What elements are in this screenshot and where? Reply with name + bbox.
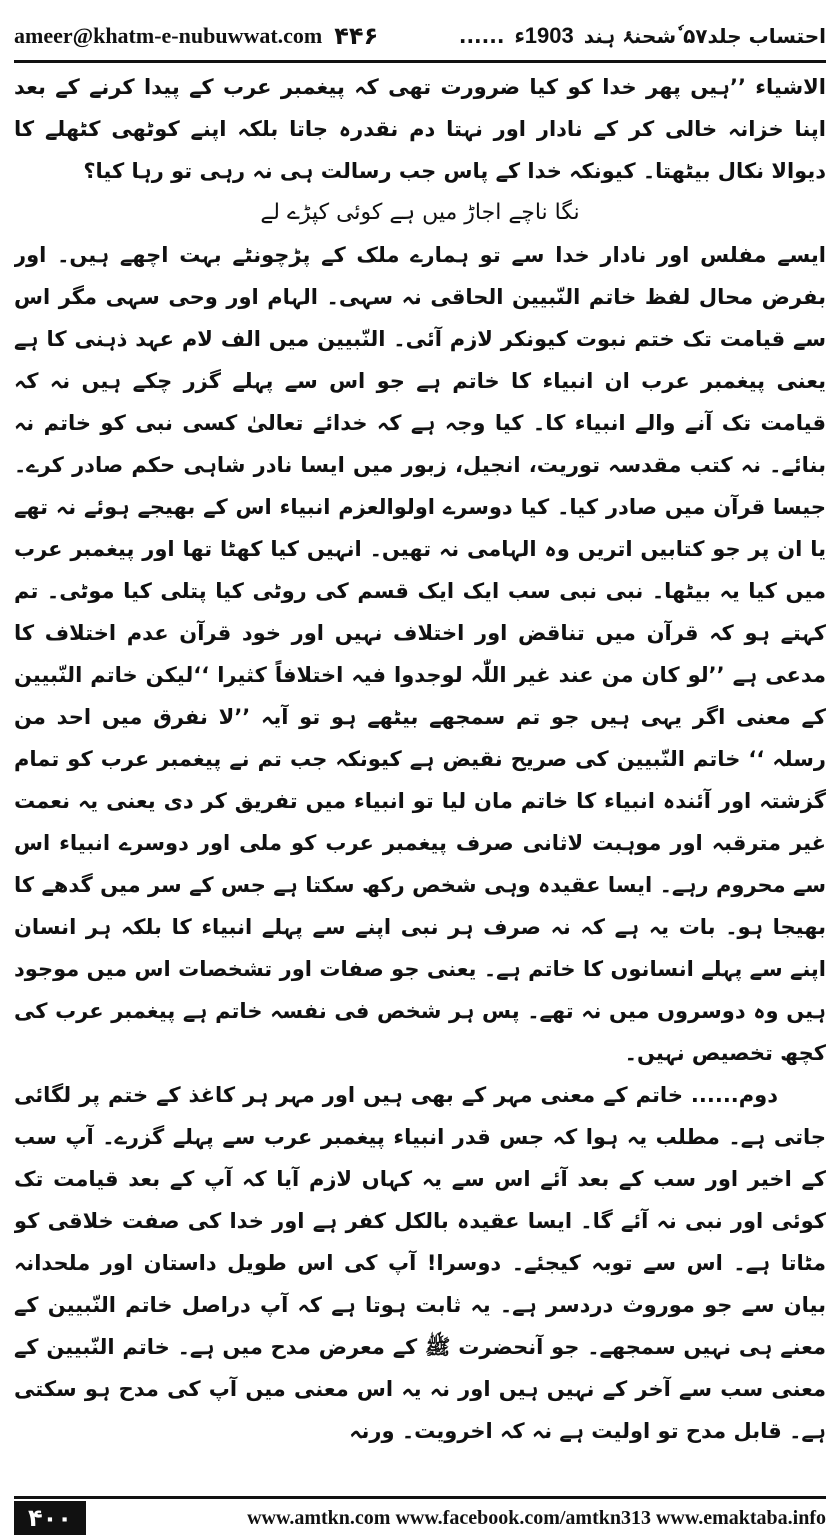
header-year: 1903ء xyxy=(514,23,574,48)
paragraph-2: ایسے مفلس اور نادار خدا سے تو ہمارے ملک کے پڑچونٹے بہت اچھے ہیں۔ اور بفرض محال لفظ خاتم النّبیین الحاقی نہ سہی۔ الہام اور وحی سہی مگر اس سے قیامت تک ختم نبوت کیونکر لازم آئی۔ النّبیین میں الف لام عہد ذہنی کا ہے یعنی پیغمبر عرب ان انبیاء کا خاتم ہے جو اس سے پہلے گزر چکے ہیں نہ کہ قیامت تک آنے والے انبیاء کا۔ کیا وجہ ہے کہ خدائے تعالیٰ کسی نبی کو خاتم نہ بنائے۔ نہ کتب مقدسہ توریت، انجیل، زبور میں ایسا نادر شاہی حکم صادر کرے۔ جیسا قرآن میں صادر کیا۔ کیا دوسرے اولوالعزم انبیاء اس کے بھیجے ہوئے نہ تھے یا ان پر جو کتابیں اتریں وہ الہامی نہ تھیں۔ انہیں کیا کھٹا تھا اور پیغمبر عرب میں کیا یہ بیٹھا۔ نبی نبی سب ایک ایک قسم کی روٹی کیا پتلی کیا موٹی۔ تم کہتے ہو کہ قرآن میں تناقض اور اختلاف نہیں اور خود قرآن عدم اختلاف کا مدعی ہے ’’لو کان من عند غیر اللّٰہ لوجدوا فیہ اختلافاً کثیرا ‘‘لیکن خاتم النّبیین کے معنی اگر یہی ہیں جو تم سمجھے بیٹھے ہو تو آیہ ’’لا نفرق میں احد من رسلہ ‘‘ خاتم النّبیین کی صریح نقیض ہے کیونکہ جب تم نے پیغمبر عرب کو تمام گزشتہ اور آئندہ انبیاء کا خاتم مان لیا تو انبیاء میں تفریق کر دی یعنی یہ نعمت غیر مترقبہ اور موہبت لاثانی صرف پیغمبر عرب کو ملی اور دوسرے انبیاء اس سے محروم رہے۔ ایسا عقیدہ وہی شخص رکھ سکتا ہے جس کے سر میں گدھے کا بھیجا ہو۔ بات یہ ہے کہ نہ صرف ہر نبی اپنے سے پہلے انبیاء کا بلکہ ہر انسان اپنے سے پہلے انسانوں کا خاتم ہے۔ یعنی جو صفات اور تشخصات اس میں موجود ہیں وہ دوسروں میں نہ تھے۔ پس ہر شخص فی نفسہ خاتم ہے پیغمبر عرب کی کچھ تخصیص نہیں۔ xyxy=(14,243,826,1065)
footer-page-number: ۴۰۰ xyxy=(14,1501,86,1535)
page-footer xyxy=(14,1500,826,1536)
header-left xyxy=(14,22,378,50)
header-right xyxy=(459,23,826,49)
header-divider xyxy=(14,60,826,63)
header-email[interactable]: ameer@khatm-e-nubuwwat.com xyxy=(14,23,323,48)
header-book-title: احتساب جلد۵۷ ٗشحنۂ ہند xyxy=(583,24,826,48)
paragraph-3: دوم...... خاتم کے معنی مہر کے بھی ہیں اور مہر ہر کاغذ کے ختم پر لگائی جاتی ہے۔ مطلب یہ ہوا کہ جس قدر انبیاء پیغمبر عرب سے پہلے گزرے۔ آپ سب کے اخیر اور سب کے بعد آئے اس سے یہ کہاں لازم آیا کہ آپ کے بعد قیامت تک کوئی اور نبی نہ آئے گا۔ ایسا عقیدہ بالکل کفر ہے اور خدا کی صفت خلاقی کو مٹاتا ہے۔ اس سے توبہ کیجئے۔ دوسرا! آپ کی اس طویل داستان اور ملحدانہ بیان سے جو موروث دردسر ہے۔ یہ ثابت ہوتا ہے کہ آپ دراصل خاتم النّبیین کے معنے ہی نہیں سمجھے۔ جو آنحضرت ﷺ کے معرض مدح میں ہے۔ خاتم النّبیین کے معنی سب سے آخر کے نہیں ہیں اور نہ یہ اس معنی میں آپ کی مدح ہو سکتی ہے۔ قابل مدح تو اولیت ہے نہ کہ اخرویت۔ ورنہ xyxy=(14,1083,826,1443)
verse-line: نگا ناچے اجاڑ میں ہے کوئی کپڑے لے xyxy=(260,200,580,225)
footer-divider xyxy=(14,1496,826,1499)
page-header xyxy=(14,14,826,58)
footer-website-links[interactable]: www.amtkn.com www.facebook.com/amtkn313 www.emaktaba.info xyxy=(247,1506,826,1529)
header-dots: ...... xyxy=(458,24,505,48)
paragraph-1: الاشیاء ’’ہیں پھر خدا کو کیا ضرورت تھی کہ پیغمبر عرب کے پیدا کرنے کے بعد اپنا خزانہ خالی کر کے نادار اور نہتا دم نقدرہ جاتا بلکہ اپنے کوٹھی کٹھلے کا دیوالا نکال بیٹھتا۔ کیونکہ خدا کے پاس جب رسالت ہی نہ رہی تو رہا کیا؟ xyxy=(14,75,826,183)
header-page-reference: ۴۴۶ xyxy=(334,22,379,50)
page-body xyxy=(14,66,826,1446)
